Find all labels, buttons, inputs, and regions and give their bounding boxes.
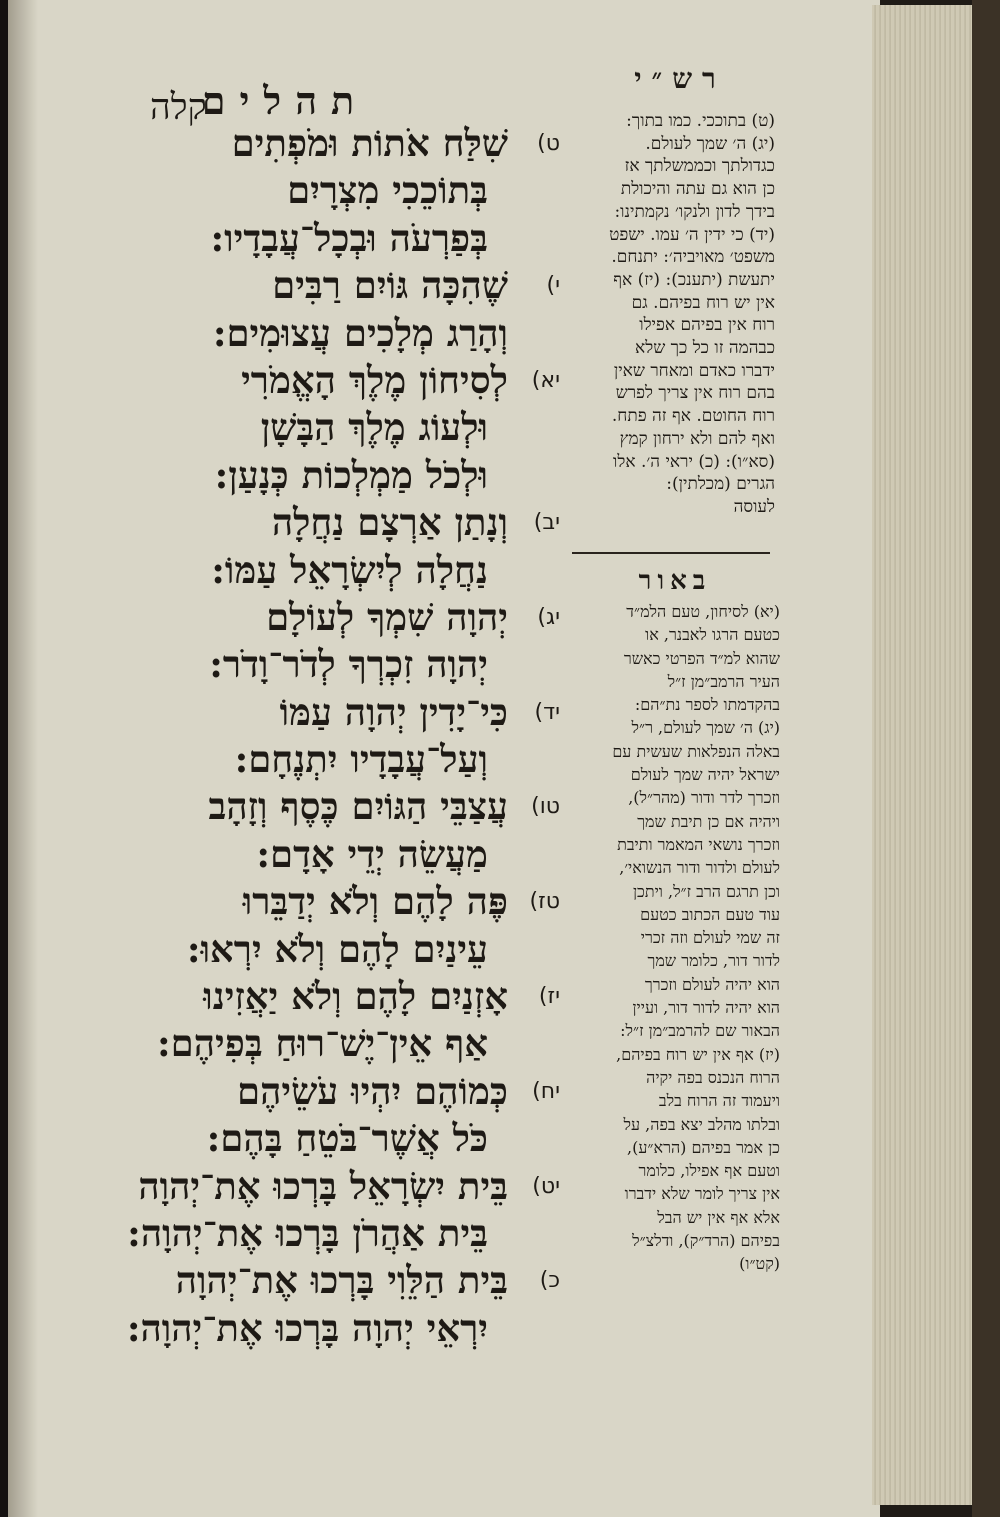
psalm-line-text: וּלְעוֹג מֶלֶךְ הַבָּשָׁן: [260, 405, 488, 450]
rashi-line: כבהמה זו כל כך שלא: [635, 338, 775, 359]
verse-number: (יא: [531, 367, 560, 393]
beur-line: ויהיה אם כן תיבת שמך: [637, 811, 780, 831]
psalm-line: [90, 452, 560, 499]
psalm-line-text: יִרְאֵי יְהוָה בָּרְכוּ אֶת־יְהוָה:: [126, 1305, 488, 1350]
psalm-line: [90, 831, 560, 878]
psalm-line-text: כְּמוֹהֶם יִהְיוּ עֹשֵׂיהֶם: [237, 1068, 508, 1113]
verse-number: (ט: [537, 131, 560, 156]
verse-number: (טז: [529, 889, 560, 915]
rashi-line: (יד) כי ידין ה׳ עמו. ישפט: [609, 224, 775, 245]
psalm-line-text: וְהָרַג מְלָכִים עֲצוּמִים:: [212, 310, 508, 355]
verse-number: (יט: [532, 1173, 560, 1199]
psalm-line-text: וּלְכֹל מַמְלְכוֹת כְּנָעַן:: [214, 452, 488, 497]
verse-number: (יג: [537, 604, 560, 630]
psalm-line-text: כֹּל אֲשֶׁר־בֹּטֵחַ בָּהֶם:: [206, 1116, 488, 1161]
beur-line: הבאור שם להרמב״מן ז״ל:: [620, 1021, 780, 1041]
psalm-line-text: אָזְנַיִם לָהֶם וְלֹא יַאֲזִינוּ: [203, 974, 508, 1019]
beur-line: לעולם ולדור ודור הנשואי׳,: [619, 858, 780, 878]
psalm-main-text: [90, 120, 560, 1352]
psalm-line: [90, 926, 560, 973]
beur-line: (יג) ה׳ שמך לעולם, ר״ל: [631, 718, 780, 738]
beur-line: בהקדמתו לספר נת״הם:: [634, 695, 780, 715]
beur-line: כן אמר בפיהם (הרא״ע),: [627, 1137, 780, 1157]
psalm-line: [90, 357, 560, 404]
psalm-line: [90, 1020, 560, 1067]
psalm-line-text: בֵּית יִשְׂרָאֵל בָּרְכוּ אֶת־יְהוָה: [138, 1163, 508, 1208]
psalm-line: [90, 973, 560, 1020]
rashi-line: כגדולתך וכממשלתך אז: [624, 156, 775, 177]
psalm-line-text: בֵּית הַלֵּוִי בָּרְכוּ אֶת־יְהוָה: [175, 1258, 508, 1303]
verse-number: (יב: [533, 510, 560, 536]
rashi-line: משפט׳ מאויביה׳: יתנחם.: [611, 247, 775, 268]
psalm-line-text: וְעַל־עֲבָדָיו יִתְנֶחָם:: [234, 737, 488, 782]
psalm-line: [90, 1163, 560, 1210]
rashi-heading: רש״י: [634, 62, 726, 95]
psalm-line-text: עֲצַבֵּי הַגּוֹיִם כֶּסֶף וְזָהָב: [208, 784, 508, 829]
page-gutter-shadow: [8, 0, 38, 1517]
psalm-line-text: יְהוָה שִׁמְךָ לְעוֹלָם: [266, 594, 508, 639]
beur-line: העיר הרמב״מן ז״ל: [667, 671, 780, 691]
psalm-line-text: עֵינַיִם לָהֶם וְלֹא יִרְאוּ:: [186, 926, 488, 971]
rashi-line: רוח אין בפיהם אפילו: [639, 315, 775, 336]
psalm-line: [90, 1257, 560, 1304]
psalm-line-text: אַף אֵין־יֶשׁ־רוּחַ בְּפִיהֶם:: [156, 1021, 488, 1066]
psalm-line-text: וְנָתַן אַרְצָם נַחֲלָה: [271, 500, 508, 545]
beur-heading: באור: [638, 566, 712, 596]
rashi-line: (ט) בתוככי. כמו בתוך:: [626, 111, 775, 131]
beur-line: וזכרך לדר ודור (מהר״ל),: [628, 788, 780, 808]
beur-line: שהוא למ״ד הפרטי כאשר: [623, 648, 780, 668]
rashi-line: ידברו כאדם ומאחר שאין: [613, 360, 775, 381]
psalm-line-text: שֶׁהִכָּה גּוֹיִם רַבִּים: [272, 263, 508, 308]
psalm-line: [90, 1305, 560, 1352]
beur-line: הוא יהיה לעולם וזכרך: [644, 974, 780, 994]
psalm-line-text: בֵּית אַהֲרֹן בָּרְכוּ אֶת־יְהוָה:: [127, 1210, 488, 1255]
rashi-line: כן הוא גם עתה והיכולת: [620, 179, 775, 200]
beur-line: הרוח הנכנס בפה יקיה: [646, 1067, 780, 1087]
psalm-line-text: יְהוָה זִכְרְךָ לְדֹר־וָדֹר:: [209, 642, 488, 687]
verse-number: (יד: [534, 699, 560, 725]
psalm-line: [90, 404, 560, 451]
running-head: תהלים: [201, 78, 369, 123]
beur-line: וזכרך נושאי המאמר ותיבת: [617, 834, 780, 854]
psalm-line: [90, 167, 560, 214]
beur-line: ובלתו מהלב יצא בפה, על: [623, 1114, 780, 1134]
psalm-number: קלה: [150, 87, 207, 128]
rashi-line: לעוסה: [733, 496, 775, 517]
beur-line: עוד טעם הכתוב כטעם: [640, 904, 780, 924]
psalm-line-text: כִּי־יָדִין יְהוָה עַמּוֹ: [279, 689, 508, 734]
psalm-line: [90, 499, 560, 546]
beur-line: אין צריך לומר שלא ידברו: [624, 1184, 780, 1204]
beur-line: (יז) אף אין יש רוח בפיהם,: [616, 1044, 780, 1064]
psalm-line: [90, 547, 560, 594]
psalm-line-text: פֶּה לָהֶם וְלֹא יְדַבֵּרוּ: [242, 879, 508, 924]
beur-commentary: [555, 600, 780, 1276]
beur-line: ויעמוד זה הרוח בלב: [658, 1091, 780, 1111]
beur-line: (יא) לסיחון, טעם הלמ״ד: [626, 602, 780, 621]
psalm-line-text: לְסִיחוֹן מֶלֶךְ הָאֱמֹרִי: [241, 357, 508, 402]
verse-number: (י: [546, 273, 560, 299]
section-divider: [572, 552, 770, 554]
beur-line: וכן תרגם הרב ז״ל, ויתכן: [632, 881, 780, 901]
beur-line: וטעם אף אפילו, כלומר: [638, 1161, 780, 1181]
psalm-line-text: נַחֲלָה לְיִשְׂרָאֵל עַמּוֹ:: [211, 547, 488, 592]
book-cover-edge: [972, 0, 1000, 1517]
verse-number: (כ: [539, 1268, 560, 1294]
psalm-line: [90, 1210, 560, 1257]
psalm-line: [90, 120, 560, 167]
beur-line: ישראל יהיה שמך לעולם: [630, 765, 780, 785]
psalm-line-text: שִׁלַּח אֹתוֹת וּמֹפְתִים: [231, 121, 508, 165]
psalm-line: [90, 262, 560, 309]
rashi-line: בהם רוח אין צריך לפרש: [615, 383, 775, 404]
psalm-line-text: בְּפַרְעֹה וּבְכָל־עֲבָדָיו:: [210, 215, 488, 260]
beur-line: הוא יהיה לדור דור, ועיין: [632, 998, 780, 1018]
rashi-line: יתעשת (יתענכ): (יז) אף: [613, 269, 775, 290]
psalm-line: [90, 736, 560, 783]
beur-line: זה שמי לעולם וזה זכרי: [640, 928, 780, 948]
beur-line: באלה הנפלאות שעשית עם: [612, 741, 780, 761]
psalm-line-text: מַעֲשֵׂה יְדֵי אָדָם:: [256, 831, 488, 876]
beur-line: בפיהם (הרד״ק), ודלצ״ל: [632, 1231, 780, 1251]
psalm-line: [90, 783, 560, 830]
beur-line: אלא אף אין יש הבל: [657, 1207, 780, 1227]
beur-line: כטעם הרגו לאבנר, או: [645, 625, 780, 645]
rashi-line: (יג) ה׳ שמך לעולם.: [645, 133, 775, 154]
psalm-line: [90, 641, 560, 688]
verse-number: (טו: [531, 794, 560, 820]
psalm-line: [90, 310, 560, 357]
rashi-line: הגרים (מכלתין):: [666, 474, 775, 495]
psalm-line: [90, 878, 560, 925]
rashi-line: (סא״ו): (כ) יראי ה׳. אלו: [613, 451, 775, 472]
verse-number: (יז: [538, 984, 560, 1010]
rashi-line: בידך לדון ולנקו׳ נקמתינו:: [614, 201, 775, 222]
psalm-line-text: בְּתוֹכֵכִי מִצְרָיִם: [287, 168, 488, 213]
psalm-line: [90, 689, 560, 736]
page-edges: [872, 5, 975, 1505]
rashi-commentary: [560, 110, 775, 519]
verse-number: (יח: [532, 1078, 560, 1104]
psalm-line: [90, 1068, 560, 1115]
rashi-line: ואף להם ולא ירחון קמץ: [619, 428, 775, 449]
psalm-line: [90, 1115, 560, 1162]
psalm-line: [90, 215, 560, 262]
beur-line: (קט״ו): [739, 1254, 780, 1274]
psalm-line: [90, 594, 560, 641]
rashi-line: רוח החוטם. אף זה פתח.: [611, 406, 775, 427]
beur-line: לדור דור, כלומר שמך: [647, 951, 780, 971]
rashi-line: אין יש רוח בפיהם. גם: [631, 292, 775, 313]
